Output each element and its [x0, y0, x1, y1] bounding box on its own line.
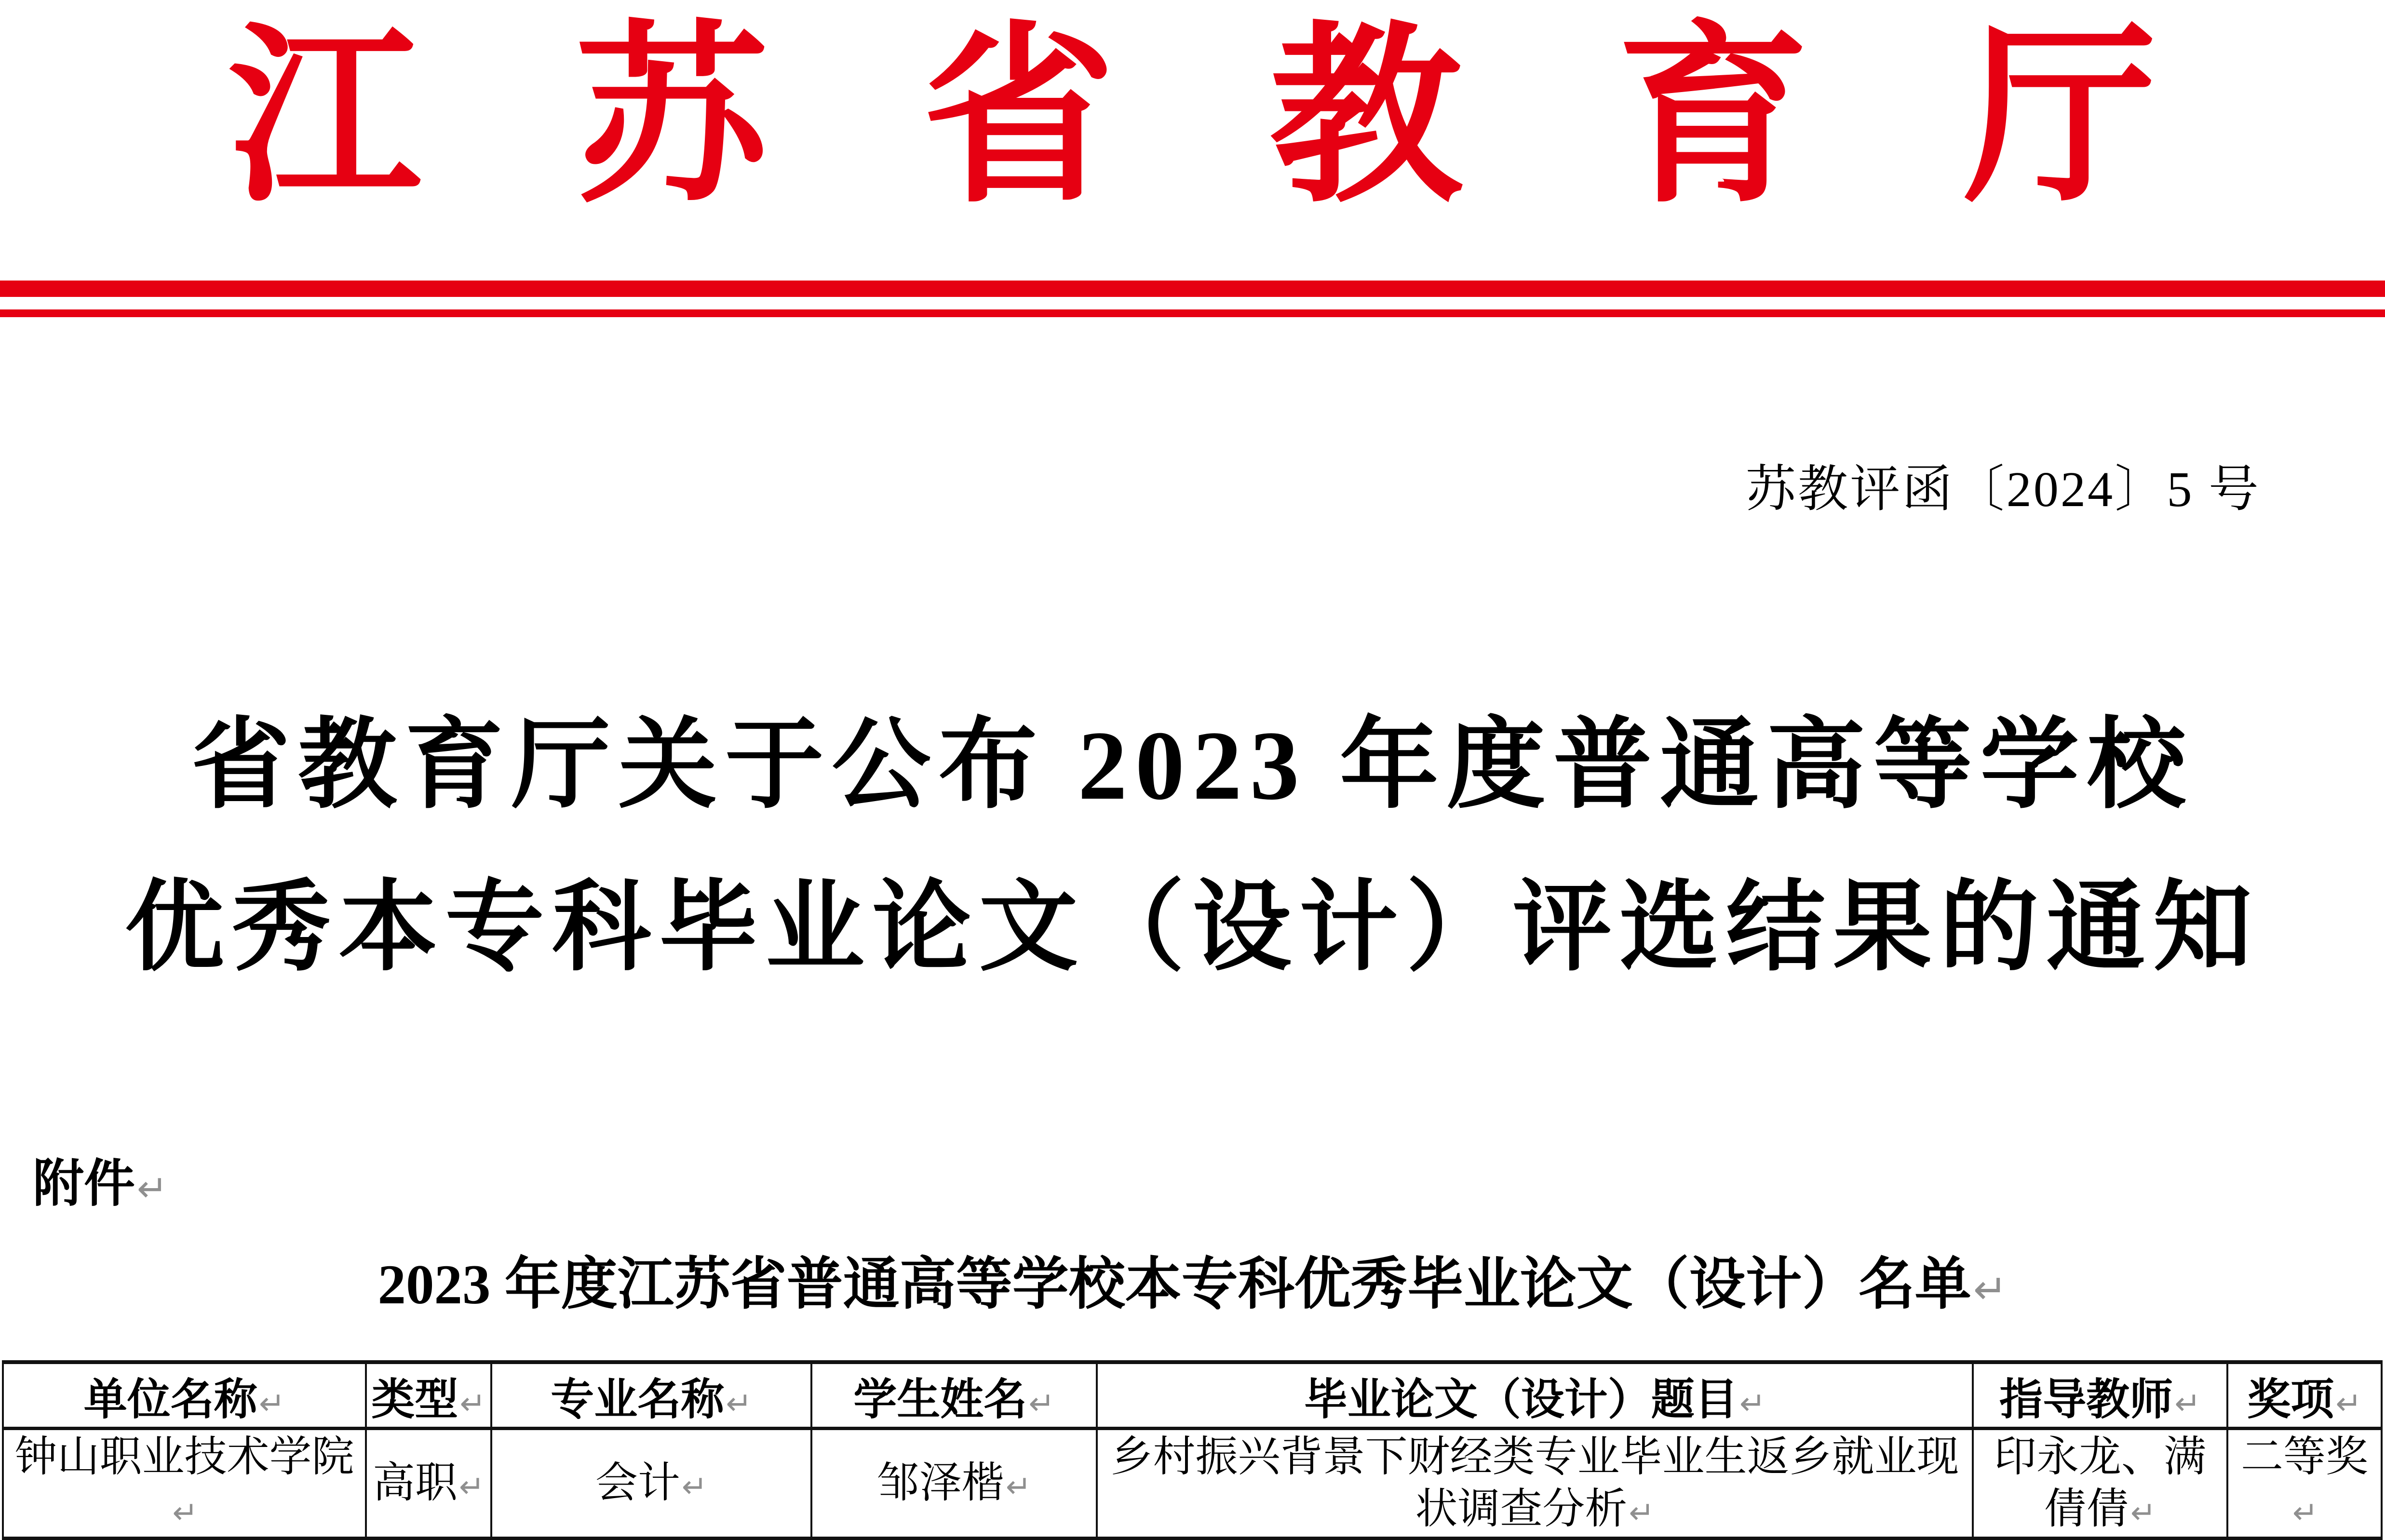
notice-title	[0, 684, 2385, 1009]
letterhead-title-text: 江苏省教育厅	[228, 12, 2311, 225]
cell-text: 倩倩	[2044, 1486, 2129, 1533]
cell-text: 会计	[595, 1460, 680, 1507]
header-label: 奖项	[2247, 1376, 2334, 1424]
paragraph-mark: ↵	[726, 1386, 752, 1422]
cell-text: 二等奖	[2240, 1434, 2368, 1481]
paragraph-mark: ↵	[2335, 1386, 2362, 1422]
header-student-name	[811, 1362, 1097, 1429]
notice-title-line2: 优秀本专科毕业论文（设计）评选结果的通知	[125, 873, 2260, 983]
cell-type	[366, 1429, 491, 1539]
paragraph-mark: ↵	[2292, 1494, 2318, 1530]
advisor-line2	[1974, 1484, 2226, 1535]
cell-unit-name	[3, 1429, 366, 1539]
header-label: 专业名称	[551, 1376, 725, 1424]
cell-major	[491, 1429, 811, 1539]
header-major-name	[491, 1362, 811, 1429]
list-title-text: 2023 年度江苏省普通高等学校本专科优秀毕业论文（设计）名单	[377, 1254, 1971, 1316]
attachment-label	[33, 1156, 168, 1212]
cell-student	[811, 1429, 1097, 1539]
header-thesis-title	[1097, 1362, 1973, 1429]
attachment-label-text: 附件	[33, 1155, 135, 1212]
paragraph-mark: ↵	[1973, 1266, 2008, 1313]
header-unit-name	[3, 1362, 366, 1429]
header-label: 毕业论文（设计）题目	[1304, 1376, 1738, 1424]
paragraph-mark: ↵	[682, 1468, 708, 1504]
cell-text: 邹泽楷	[876, 1460, 1004, 1507]
paragraph-mark: ↵	[1739, 1386, 1766, 1422]
letterhead-divider-thick	[0, 281, 2385, 297]
header-label: 学生姓名	[853, 1376, 1027, 1424]
paragraph-mark: ↵	[1006, 1468, 1032, 1504]
header-award	[2227, 1362, 2382, 1429]
letterhead-divider-thin	[0, 309, 2385, 317]
paragraph-mark: ↵	[1629, 1494, 1655, 1530]
cell-thesis-title	[1097, 1429, 1973, 1539]
cell-award	[2227, 1429, 2382, 1539]
cell-text: 状调查分析	[1415, 1486, 1628, 1533]
paragraph-mark: ↵	[2174, 1386, 2201, 1422]
table-header-row	[3, 1362, 2382, 1429]
thesis-line2	[1098, 1484, 1972, 1535]
advisor-line1: 印永龙、满	[1994, 1434, 2206, 1481]
cell-advisor	[1973, 1429, 2227, 1539]
cell-text: 高职	[372, 1460, 458, 1507]
header-label: 单位名称	[83, 1376, 257, 1424]
notice-title-line1: 省教育厅关于公布 2023 年度普通高等学校	[191, 711, 2194, 820]
letterhead-title	[0, 0, 2385, 223]
list-title	[0, 1251, 2385, 1319]
paragraph-mark: ↵	[258, 1386, 285, 1422]
header-label: 类型	[371, 1376, 458, 1424]
header-type	[366, 1362, 491, 1429]
table-row	[3, 1429, 2382, 1539]
paragraph-mark: ↵	[459, 1386, 486, 1422]
paragraph-mark: ↵	[2130, 1494, 2156, 1530]
paragraph-mark: ↵	[459, 1468, 485, 1504]
header-advisor	[1973, 1362, 2227, 1429]
header-label: 指导教师	[1999, 1376, 2173, 1424]
paragraph-mark: ↵	[136, 1167, 168, 1210]
award-list-table	[2, 1360, 2383, 1540]
paragraph-mark: ↵	[172, 1494, 198, 1530]
cell-text: 钟山职业技术学院	[14, 1434, 354, 1481]
document-number: 苏教评函〔2024〕5 号	[1745, 462, 2261, 517]
paragraph-mark: ↵	[1028, 1386, 1055, 1422]
thesis-line1: 乡村振兴背景下财经类专业毕业生返乡就业现	[1110, 1434, 1959, 1481]
